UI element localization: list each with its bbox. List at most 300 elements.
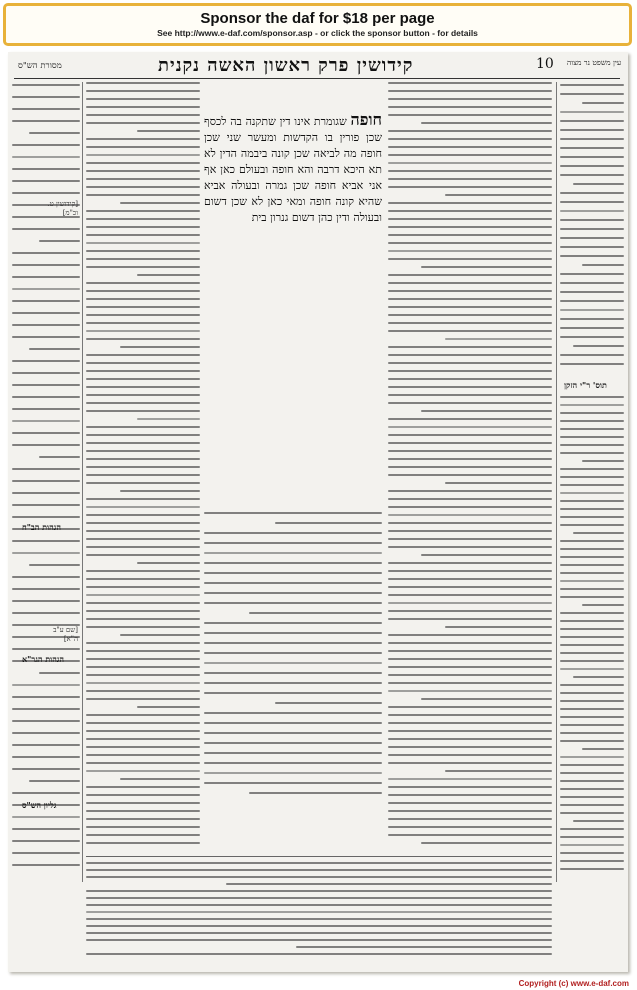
text-line (12, 552, 80, 554)
text-line (204, 642, 382, 644)
text-line (86, 658, 200, 660)
text-line (388, 538, 552, 540)
text-line (204, 722, 382, 724)
text-line (86, 330, 200, 332)
text-line (86, 442, 200, 444)
talmud-page (8, 52, 628, 972)
text-line (388, 498, 552, 500)
sponsor-title: Sponsor the daf for $18 per page (200, 10, 435, 27)
margin-ref-a: [קידושין ט. וכ"מ] (47, 200, 78, 217)
text-line (560, 732, 624, 734)
text-line (86, 258, 200, 260)
text-line (86, 869, 552, 871)
text-line (560, 156, 624, 158)
text-line (560, 476, 624, 478)
text-line (560, 540, 624, 542)
text-line (388, 722, 552, 724)
text-line (86, 386, 200, 388)
text-line (86, 210, 200, 212)
text-line (12, 588, 80, 590)
text-line (86, 410, 200, 412)
text-line (86, 626, 200, 628)
text-line (560, 237, 624, 239)
text-line (12, 600, 80, 602)
text-line (388, 506, 552, 508)
text-line (86, 370, 200, 372)
text-line (388, 514, 552, 516)
text-line (388, 490, 552, 492)
tosfot-rid-label: תוס' ר"י הזקן (564, 380, 607, 390)
text-line (86, 939, 552, 941)
text-line (12, 684, 80, 686)
text-line (573, 820, 624, 822)
text-line (388, 82, 552, 84)
text-line (86, 194, 200, 196)
text-line (560, 556, 624, 558)
text-line (560, 396, 624, 398)
text-line (388, 794, 552, 796)
text-line (560, 452, 624, 454)
page-number: 10 (536, 56, 554, 72)
text-line (560, 700, 624, 702)
rashi-column (388, 82, 552, 852)
text-line (560, 420, 624, 422)
text-line (12, 84, 80, 86)
text-line (86, 618, 200, 620)
text-line (29, 564, 80, 566)
text-line (86, 186, 200, 188)
text-line (137, 706, 200, 708)
text-line (12, 744, 80, 746)
text-line (560, 620, 624, 622)
text-line (388, 218, 552, 220)
text-line (204, 532, 382, 534)
text-line (86, 610, 200, 612)
text-line (86, 170, 200, 172)
text-line (388, 138, 552, 140)
ein-mishpat-label: עין משפט נר מצוה (566, 58, 622, 67)
ein-mishpat-column (560, 84, 624, 374)
text-line (560, 363, 624, 365)
text-line (86, 586, 200, 588)
text-line (12, 720, 80, 722)
text-line (86, 754, 200, 756)
text-line (560, 291, 624, 293)
text-line (226, 883, 552, 885)
text-line (12, 816, 80, 818)
text-line (86, 162, 200, 164)
text-line (445, 626, 552, 628)
text-line (12, 168, 80, 170)
text-line (86, 522, 200, 524)
text-line (86, 98, 200, 100)
text-line (388, 562, 552, 564)
text-line (249, 612, 383, 614)
text-line (86, 546, 200, 548)
text-line (86, 911, 552, 913)
text-line (388, 642, 552, 644)
text-line (421, 266, 552, 268)
text-line (388, 258, 552, 260)
text-line (86, 250, 200, 252)
sponsor-subtitle[interactable]: See http://www.e-daf.com/sponsor.asp - or click the sponsor button - for details (157, 28, 478, 38)
text-line (388, 530, 552, 532)
text-line (560, 812, 624, 814)
text-line (388, 570, 552, 572)
text-line (560, 588, 624, 590)
text-line (388, 826, 552, 828)
text-line (204, 552, 382, 554)
text-line (560, 327, 624, 329)
text-line (388, 658, 552, 660)
text-line (560, 192, 624, 194)
text-line (573, 183, 624, 185)
text-line (421, 698, 552, 700)
text-line (204, 632, 382, 634)
text-line (86, 674, 200, 676)
text-line (560, 300, 624, 302)
text-line (275, 702, 382, 704)
text-line (388, 290, 552, 292)
text-line (204, 772, 382, 774)
gemara-line-7: חופה ומאי כאן לא שכן דשום (204, 195, 332, 208)
text-line (388, 90, 552, 92)
text-line (86, 554, 200, 556)
text-line (560, 436, 624, 438)
text-line (388, 386, 552, 388)
masoret-hashas-label: מסורת הש"ס (18, 61, 62, 71)
text-line (120, 778, 200, 780)
text-line (12, 324, 80, 326)
text-line (86, 266, 200, 268)
text-line (388, 450, 552, 452)
text-line (421, 122, 552, 124)
hagahot-hagra-label: הגהות הגר"א (22, 654, 65, 664)
text-line (86, 378, 200, 380)
text-line (560, 246, 624, 248)
text-line (12, 432, 80, 434)
text-line (388, 434, 552, 436)
text-line (388, 754, 552, 756)
page-title: קידושין פרק ראשון האשה נקנית (158, 55, 414, 76)
text-line (86, 434, 200, 436)
text-line (560, 828, 624, 830)
text-line (86, 594, 200, 596)
text-line (12, 756, 80, 758)
text-line (204, 682, 382, 684)
text-line (120, 346, 200, 348)
text-line (560, 165, 624, 167)
text-line (275, 522, 382, 524)
text-line (86, 450, 200, 452)
text-line (560, 201, 624, 203)
text-line (86, 925, 552, 927)
text-line (204, 672, 382, 674)
text-line (86, 818, 200, 820)
text-line (573, 345, 624, 347)
text-line (388, 666, 552, 668)
text-line (388, 306, 552, 308)
footer-rule (86, 856, 552, 857)
text-line (388, 834, 552, 836)
text-line (86, 298, 200, 300)
text-line (388, 234, 552, 236)
text-line (388, 442, 552, 444)
text-line (86, 402, 200, 404)
text-line (86, 218, 200, 220)
text-line (86, 426, 200, 428)
text-line (560, 580, 624, 582)
text-line (388, 154, 552, 156)
text-line (204, 732, 382, 734)
text-line (388, 370, 552, 372)
text-line (86, 714, 200, 716)
text-line (388, 586, 552, 588)
text-line (388, 466, 552, 468)
text-line (12, 396, 80, 398)
text-line (86, 876, 552, 878)
text-line (86, 690, 200, 692)
text-line (388, 458, 552, 460)
text-line (582, 264, 624, 266)
text-line (204, 712, 382, 714)
text-line (560, 548, 624, 550)
text-line (86, 498, 200, 500)
text-line (120, 490, 200, 492)
text-line (388, 578, 552, 580)
text-line (560, 724, 624, 726)
text-line (204, 542, 382, 544)
text-line (560, 684, 624, 686)
text-line (560, 336, 624, 338)
text-line (573, 532, 624, 534)
text-line (388, 602, 552, 604)
text-line (86, 918, 552, 920)
hagahot-habach-label: הגהות הב"ח (22, 522, 61, 532)
text-line (560, 492, 624, 494)
text-line (86, 474, 200, 476)
text-line (86, 538, 200, 540)
text-line (86, 904, 552, 906)
text-line (86, 82, 200, 84)
text-line (120, 634, 200, 636)
text-line (388, 474, 552, 476)
text-line (204, 652, 382, 654)
text-line (560, 764, 624, 766)
text-line (204, 752, 382, 754)
text-line (29, 348, 80, 350)
text-line (86, 354, 200, 356)
text-line (12, 180, 80, 182)
gemara-line-8: ובעולה ודין כהן דשום גנרון בית (251, 211, 382, 224)
text-line (388, 394, 552, 396)
text-line (86, 834, 200, 836)
text-line (560, 804, 624, 806)
text-line (86, 698, 200, 700)
text-line (560, 708, 624, 710)
text-line (86, 826, 200, 828)
text-line (388, 418, 552, 420)
text-line (560, 318, 624, 320)
text-line (86, 234, 200, 236)
text-line (388, 650, 552, 652)
gemara-line-3: שכן חופה מה לביאה שכן קונה ביבמה (204, 131, 382, 160)
text-line (445, 770, 552, 772)
text-line (560, 309, 624, 311)
text-line (86, 802, 200, 804)
text-line (137, 130, 200, 132)
text-line (204, 512, 382, 514)
text-line (388, 762, 552, 764)
text-line (86, 226, 200, 228)
text-line (388, 378, 552, 380)
text-line (573, 676, 624, 678)
text-line (204, 782, 382, 784)
text-line (560, 692, 624, 694)
text-line (560, 219, 624, 221)
text-line (86, 514, 200, 516)
text-line (388, 346, 552, 348)
text-line (12, 96, 80, 98)
footer-commentary (86, 862, 552, 966)
text-line (560, 796, 624, 798)
text-line (560, 412, 624, 414)
text-line (445, 338, 552, 340)
text-line (86, 570, 200, 572)
text-line (560, 860, 624, 862)
text-line (560, 354, 624, 356)
text-line (388, 282, 552, 284)
text-line (560, 138, 624, 140)
text-line (560, 273, 624, 275)
text-line (560, 596, 624, 598)
text-line (560, 628, 624, 630)
text-line (86, 178, 200, 180)
text-line (388, 522, 552, 524)
text-line (204, 582, 382, 584)
text-line (560, 612, 624, 614)
text-line (560, 660, 624, 662)
text-line (560, 508, 624, 510)
text-line (86, 932, 552, 934)
text-line (560, 668, 624, 670)
text-line (12, 300, 80, 302)
text-line (12, 420, 80, 422)
text-line (388, 178, 552, 180)
text-line (120, 202, 200, 204)
gemara-line-4: הדין לא תא היכא דרבה והא חופה (204, 147, 382, 176)
text-line (560, 564, 624, 566)
text-line (560, 652, 624, 654)
text-line (86, 722, 200, 724)
text-line (86, 738, 200, 740)
text-line (86, 458, 200, 460)
text-line (388, 130, 552, 132)
text-line (86, 810, 200, 812)
text-line (204, 592, 382, 594)
text-line (388, 674, 552, 676)
text-line (388, 706, 552, 708)
text-line (86, 114, 200, 116)
text-line (388, 810, 552, 812)
text-line (388, 778, 552, 780)
text-line (12, 696, 80, 698)
text-line (388, 146, 552, 148)
text-line (204, 742, 382, 744)
text-line (296, 946, 552, 948)
text-line (204, 572, 382, 574)
text-line (39, 672, 80, 674)
text-line (560, 716, 624, 718)
text-line (86, 762, 200, 764)
text-line (388, 690, 552, 692)
text-line (204, 602, 382, 604)
gemara-line-6: שכן גמרה ובעולה אביא שהיא קונה (204, 179, 382, 208)
text-line (137, 418, 200, 420)
text-line (86, 682, 200, 684)
text-line (560, 404, 624, 406)
text-line (560, 428, 624, 430)
text-line (86, 842, 200, 844)
text-line (560, 255, 624, 257)
text-line (388, 738, 552, 740)
gemara-text (204, 112, 382, 508)
text-line (12, 156, 80, 158)
text-line (388, 186, 552, 188)
text-line (560, 756, 624, 758)
text-line (86, 730, 200, 732)
text-line (86, 506, 200, 508)
text-line (421, 842, 552, 844)
text-line (86, 642, 200, 644)
gemara-line-2: שכן פורין בו הקדשות ומעשר שני (226, 131, 382, 144)
text-line (86, 786, 200, 788)
text-line (560, 120, 624, 122)
text-line (388, 746, 552, 748)
text-line (86, 394, 200, 396)
text-line (204, 622, 382, 624)
text-line (560, 836, 624, 838)
text-line (86, 282, 200, 284)
text-line (12, 120, 80, 122)
text-line (12, 612, 80, 614)
text-line (86, 650, 200, 652)
text-line (86, 122, 200, 124)
text-line (86, 953, 552, 955)
text-line (12, 648, 80, 650)
text-line (86, 602, 200, 604)
text-line (86, 146, 200, 148)
text-line (86, 338, 200, 340)
text-line (445, 194, 552, 196)
text-line (86, 666, 200, 668)
text-line (86, 106, 200, 108)
text-line (560, 210, 624, 212)
text-line (560, 228, 624, 230)
text-line (388, 322, 552, 324)
text-line (249, 792, 383, 794)
text-line (388, 226, 552, 228)
text-line (560, 644, 624, 646)
text-line (388, 714, 552, 716)
text-line (39, 456, 80, 458)
sponsor-banner[interactable] (3, 3, 632, 46)
tosafot-column (86, 82, 200, 852)
text-line (204, 562, 382, 564)
text-line (86, 466, 200, 468)
text-line (86, 530, 200, 532)
text-line (86, 482, 200, 484)
